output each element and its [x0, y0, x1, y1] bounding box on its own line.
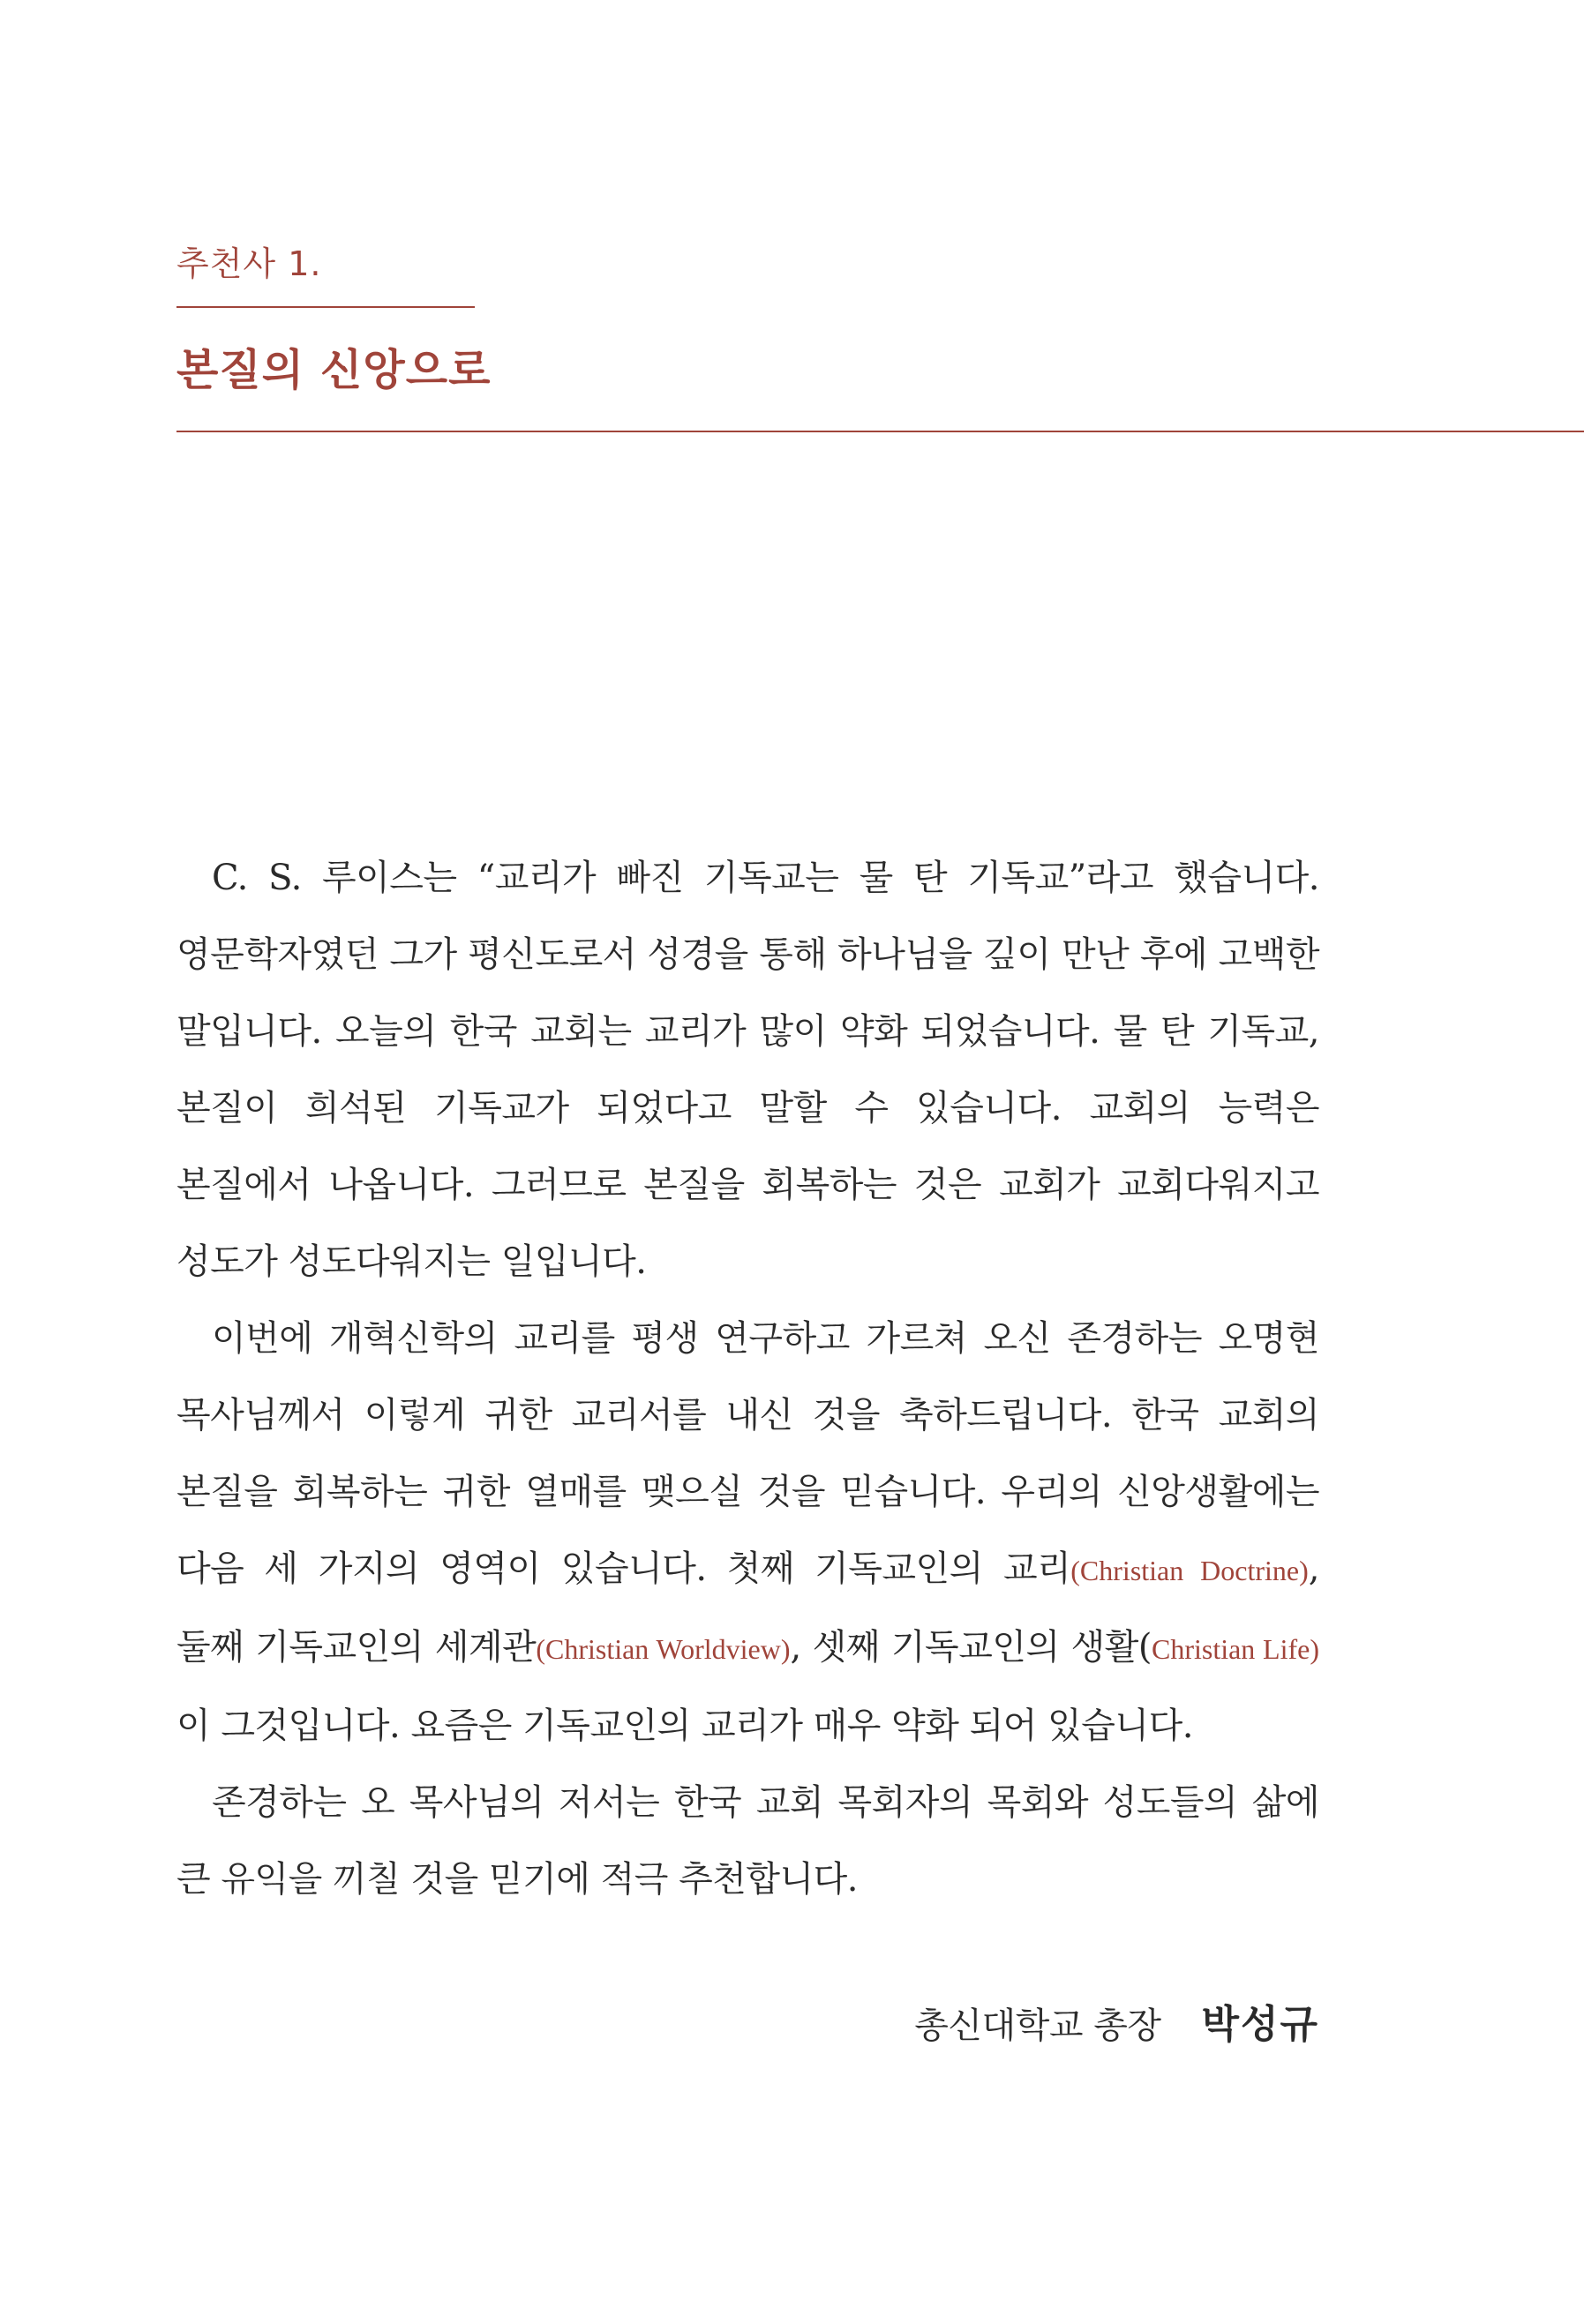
signature: [914, 1992, 1319, 2049]
paragraph-3: 존경하는 오 목사님의 저서는 한국 교회 목회자의 목회와 성도들의 삶에 큰 유익을 끼칠 것을 믿기에 적극 추천합니다.: [176, 1782, 1319, 1900]
signature-organization: 총신대학교 총장: [914, 2005, 1161, 2046]
chapter-title: 본질의 신앙으로: [176, 345, 492, 395]
paragraph-1: C. S. 루이스는 “교리가 빠진 기독교는 물 탄 기독교”라고 했습니다. 영문학자였던 그가 평신도로서 성경을 통해 하나님을 깊이 만난 후에 고백한 말입니다. 오늘의 한국 교회는 교리가 많이 약화 되었습니다. 물 탄 기독교, 본질이 희석된 기독교가 되었다고 말할 수 있습니다. 교회의 능력은 본질에서 나옵니다. 그러므로 본질을 회복하는 것은 교회가 교회다워지고 성도가 성도다워지는 일입니다.: [176, 858, 1319, 1282]
paragraph-2-text-2: , 둘째 기독교인의 세계관: [176, 1548, 1319, 1668]
paragraph-2: [176, 1301, 1319, 1765]
section-label-divider: [176, 306, 475, 308]
signature-name: 박성규: [1201, 2002, 1319, 2047]
paragraph-2-text-3: , 셋째 기독교인의 생활(: [790, 1627, 1152, 1668]
english-term-worldview: (Christian Worldview): [536, 1633, 791, 1665]
english-term-life: Christian Life): [1151, 1633, 1319, 1665]
section-label: 추천사 1.: [176, 244, 322, 283]
paragraph-2-text-1: 이번에 개혁신학의 교리를 평생 연구하고 가르쳐 오신 존경하는 오명현 목사님께서 이렇게 귀한 교리서를 내신 것을 축하드립니다. 한국 교회의 본질을 회복하는 귀한 열매를 맺으실 것을 믿습니다. 우리의 신앙생활에는 다음 세 가지의 영역이 있습니다. 첫째 기독교인의 교리: [176, 1318, 1319, 1589]
title-divider: [176, 431, 1584, 432]
body-text: [176, 840, 1319, 1918]
paragraph-2-text-4: 이 그것입니다. 요즘은 기독교인의 교리가 매우 약화 되어 있습니다.: [176, 1706, 1193, 1746]
english-term-doctrine: (Christian Doctrine): [1070, 1555, 1309, 1586]
